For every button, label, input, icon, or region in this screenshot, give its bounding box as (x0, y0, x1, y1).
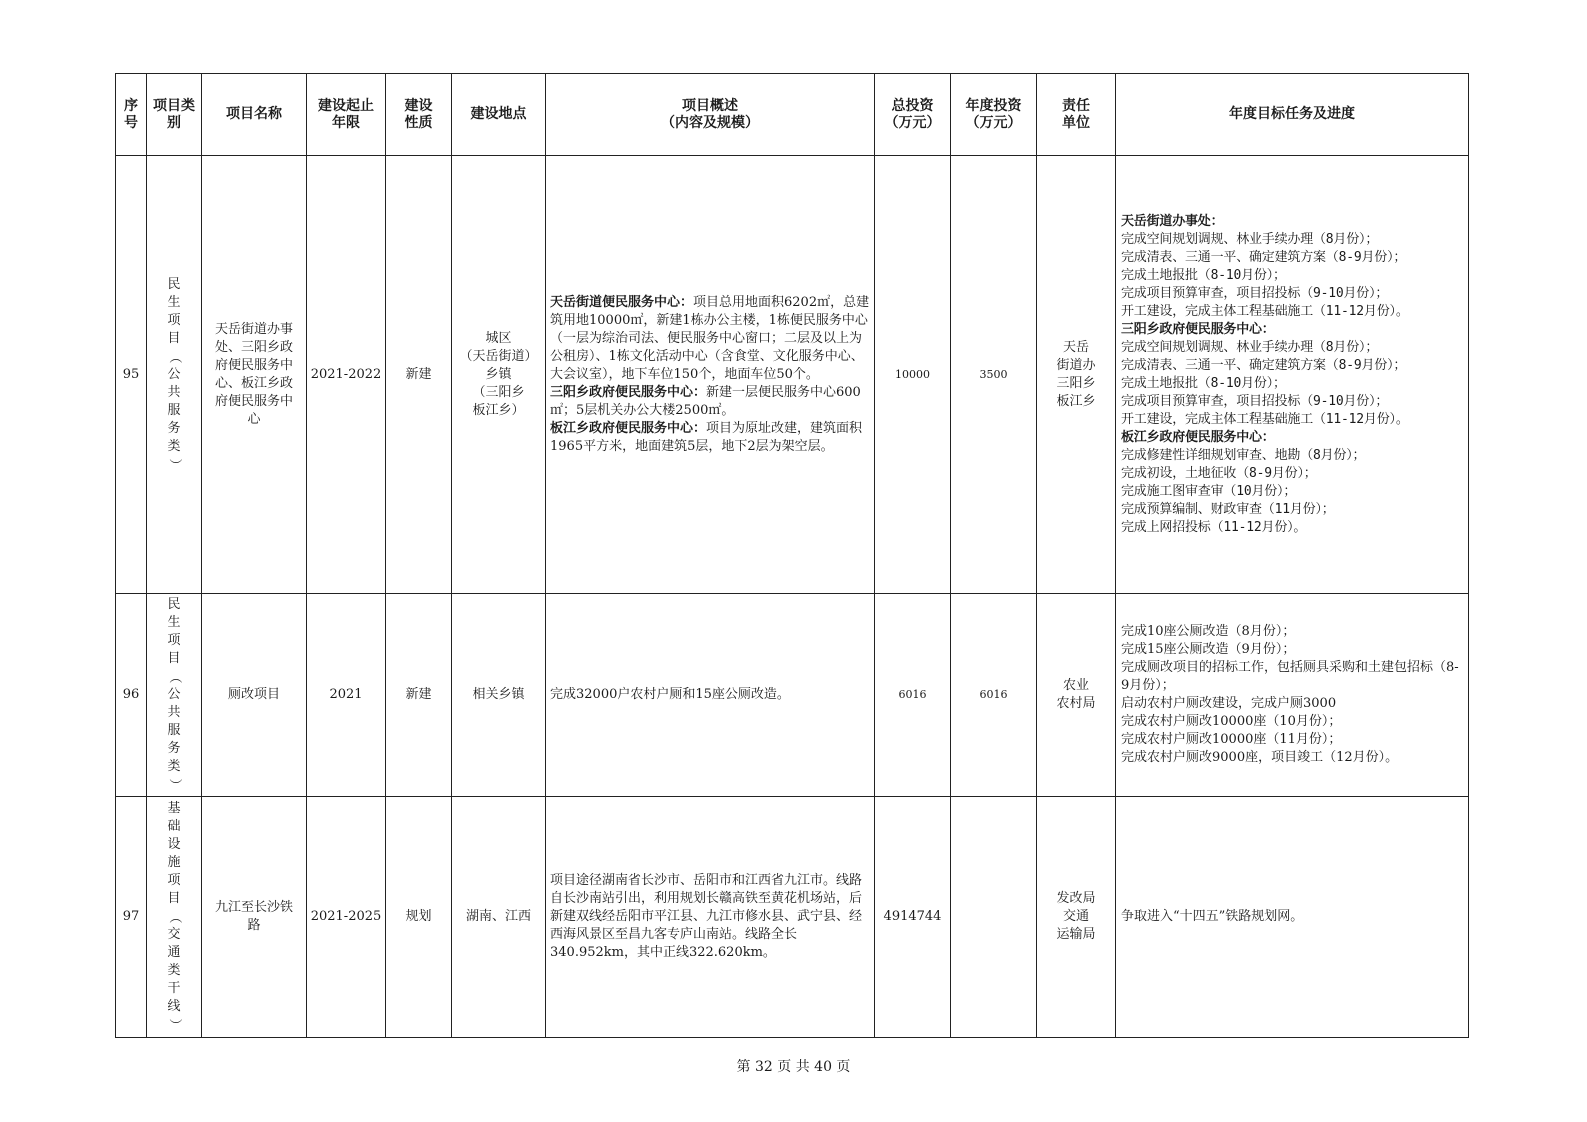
row-unit: 农业 农村局 (1037, 594, 1116, 797)
row-name: 九江至长沙铁路 (202, 797, 307, 1038)
row-target: 完成10座公厕改造（8月份）； 完成15座公厕改造（9月份）； 完成厕改项目的招标工作，包括厕具采购和土建包招标（8-9月份）； 启动农村户厕改建设，完成户厕3000 完成农村户厕改10000座（10月份）； 完成农村户厕改10000座（11月份）； 完成农村户厕改9000座，项目竣工（12月份）。 (1116, 594, 1469, 797)
row-nature: 新建 (386, 156, 452, 594)
header-unit: 责任单位 (1037, 74, 1116, 156)
page-footer: 第 32 页 共 40 页 (736, 1059, 851, 1075)
row-unit: 发改局 交通 运输局 (1037, 797, 1116, 1038)
row-unit: 天岳 街道办 三阳乡 板江乡 (1037, 156, 1116, 594)
row-name: 天岳街道办事处、三阳乡政府便民服务中心、板江乡政府便民服务中心 (202, 156, 307, 594)
row-annual (951, 797, 1037, 1038)
row-location: 湖南、江西 (452, 797, 546, 1038)
project-table (115, 73, 1469, 1038)
row-category: 基础设施项目 （ 交通类干线 ） (147, 797, 202, 1038)
header-total: 总投资 （万元） (875, 74, 951, 156)
row-target: 争取进入“十四五”铁路规划网。 (1116, 797, 1469, 1038)
row-nature: 新建 (386, 594, 452, 797)
header-period: 建设起止年限 (307, 74, 386, 156)
row-location: 相关乡镇 (452, 594, 546, 797)
header-row (116, 74, 1469, 156)
row-total: 10000 (875, 156, 951, 594)
row-seq: 97 (116, 797, 147, 1038)
row-seq: 95 (116, 156, 147, 594)
row-category: 民生项目 （ 公共服务类 ） (147, 156, 202, 594)
row-total: 6016 (875, 594, 951, 797)
header-annual: 年度投资 （万元） (951, 74, 1037, 156)
header-overview: 项目概述 （内容及规模） (546, 74, 875, 156)
table-row (116, 797, 1469, 1038)
row-overview: 项目途径湖南省长沙市、岳阳市和江西省九江市。线路自长沙南站引出，利用规划长赣高铁至黄花机场站，后新建双线经岳阳市平江县、九江市修水县、武宁县、经西海风景区至昌九客专庐山南站。线路全长 340.952km，其中正线322.620km。 (546, 797, 875, 1038)
row-location: 城区 （天岳街道） 乡镇 （三阳乡 板江乡） (452, 156, 546, 594)
row-period: 2021-2022 (307, 156, 386, 594)
row-target: 天岳街道办事处： 完成空间规划调规、林业手续办理（8月份）； 完成清表、三通一平、确定建筑方案（8-9月份）； 完成土地报批（8-10月份）； 完成项目预算审查，项目招投标（9-10月份）； 开工建设，完成主体工程基础施工（11-12月份）。 三阳乡政府便民服务中心： 完成空间规划调规、林业手续办理（8月份）； 完成清表、三通一平、确定建筑方案（8-9月份）； 完成土地报批（8-10月份）； 完成项目预算审查，项目招投标（9-10月份）； 开工建设，完成主体工程基础施工（11-12月份）。 板江乡政府便民服务中心： 完成修建性详细规划审查、地勘（8月份）； 完成初设，土地征收（8-9月份）； 完成施工图审查审（10月份）； 完成预算编制、财政审查（11月份）； 完成上网招投标（11-12月份）。 (1116, 156, 1469, 594)
table-row (116, 156, 1469, 594)
header-seq: 序号 (116, 74, 147, 156)
row-period: 2021-2025 (307, 797, 386, 1038)
row-category: 民生项目 （ 公共服务类 ） (147, 594, 202, 797)
header-target: 年度目标任务及进度 (1116, 74, 1469, 156)
row-annual: 6016 (951, 594, 1037, 797)
header-category: 项目类别 (147, 74, 202, 156)
row-nature: 规划 (386, 797, 452, 1038)
row-period: 2021 (307, 594, 386, 797)
header-location: 建设地点 (452, 74, 546, 156)
row-name: 厕改项目 (202, 594, 307, 797)
row-seq: 96 (116, 594, 147, 797)
header-name: 项目名称 (202, 74, 307, 156)
header-nature: 建设性质 (386, 74, 452, 156)
row-overview: 完成32000户农村户厕和15座公厕改造。 (546, 594, 875, 797)
row-overview: 天岳街道便民服务中心：项目总用地面积6202㎡，总建筑用地10000㎡，新建1栋办公主楼，1栋便民服务中心（一层为综治司法、便民服务中心窗口；二层及以上为公租房）、1栋文化活动中心（含食堂、文化服务中心、大会议室），地下车位150个，地面车位50个。 三阳乡政府便民服务中心：新建一层便民服务中心600㎡；5层机关办公大楼2500㎡。 板江乡政府便民服务中心：项目为原址改建，建筑面积1965平方米，地面建筑5层，地下2层为架空层。 (546, 156, 875, 594)
row-annual: 3500 (951, 156, 1037, 594)
row-total: 4914744 (875, 797, 951, 1038)
table-row (116, 594, 1469, 797)
